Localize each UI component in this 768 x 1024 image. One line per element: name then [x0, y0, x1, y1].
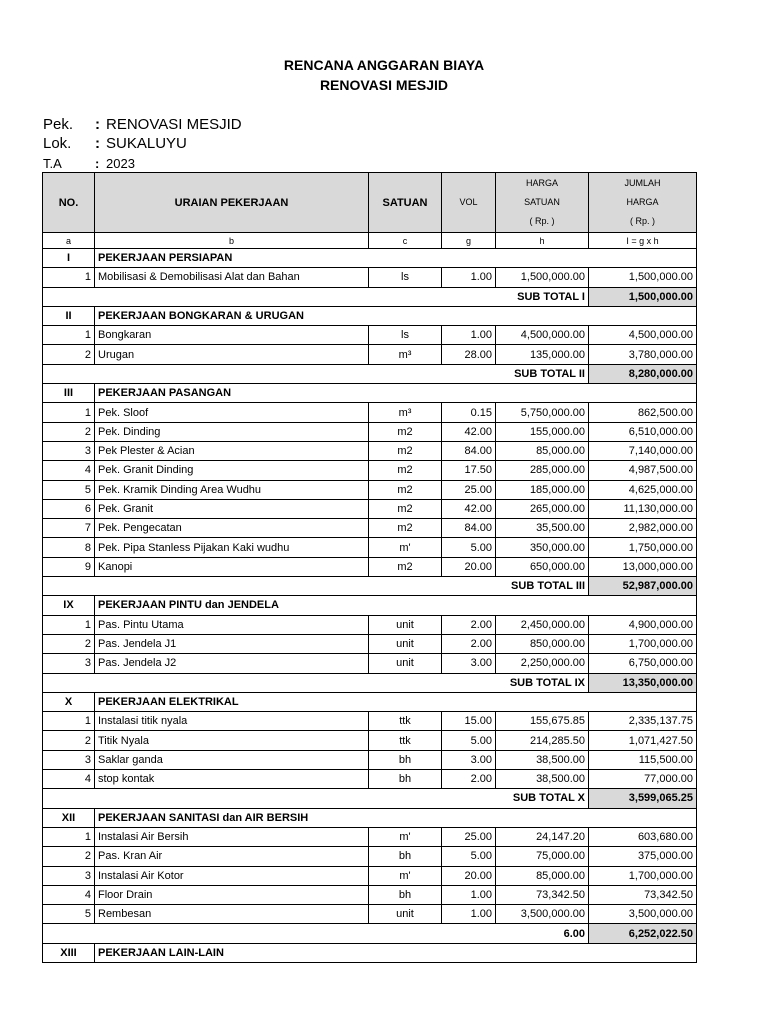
col-header-vol: VOL — [442, 173, 496, 233]
table-row — [43, 827, 697, 846]
item-vol: 0.15 — [442, 403, 496, 422]
subtotal-label: SUB TOTAL III — [43, 577, 589, 596]
item-vol: 5.00 — [442, 538, 496, 557]
item-vol: 25.00 — [442, 827, 496, 846]
section-row — [43, 808, 697, 827]
col-header-no: NO. — [43, 173, 95, 233]
item-price: 38,500.00 — [496, 750, 589, 769]
info-value: RENOVASI MESJID — [106, 116, 242, 133]
table-row — [43, 750, 697, 769]
item-desc: Saklar ganda — [95, 750, 369, 769]
item-vol: 20.00 — [442, 557, 496, 576]
item-vol: 42.00 — [442, 499, 496, 518]
item-price: 5,750,000.00 — [496, 403, 589, 422]
table-row — [43, 712, 697, 731]
item-price: 4,500,000.00 — [496, 326, 589, 345]
item-desc: Pek. Granit Dinding — [95, 461, 369, 480]
item-desc: Pas. Pintu Utama — [95, 615, 369, 634]
info-pekerjaan — [43, 115, 242, 134]
table-row — [43, 847, 697, 866]
item-vol: 1.00 — [442, 268, 496, 287]
item-vol: 3.00 — [442, 654, 496, 673]
item-price: 265,000.00 — [496, 499, 589, 518]
subtotal-value: 1,500,000.00 — [589, 287, 697, 306]
item-vol: 2.00 — [442, 615, 496, 634]
section-number: IX — [43, 596, 95, 615]
table-row — [43, 885, 697, 904]
item-unit: m2 — [369, 499, 442, 518]
table-row — [43, 461, 697, 480]
item-desc: Pek. Kramik Dinding Area Wudhu — [95, 480, 369, 499]
item-price: 24,147.20 — [496, 827, 589, 846]
table-row — [43, 654, 697, 673]
item-total: 375,000.00 — [589, 847, 697, 866]
item-total: 4,500,000.00 — [589, 326, 697, 345]
info-sep: : — [95, 116, 100, 133]
header-line: HARGA — [626, 197, 659, 207]
item-total: 73,342.50 — [589, 885, 697, 904]
table-header-row — [43, 173, 697, 233]
item-price: 75,000.00 — [496, 847, 589, 866]
table-row — [43, 557, 697, 576]
item-no: 3 — [43, 441, 95, 460]
col-header-jumlah-harga — [589, 173, 697, 233]
item-total: 77,000.00 — [589, 770, 697, 789]
table-row — [43, 905, 697, 924]
budget-table — [42, 172, 697, 963]
subtotal-row — [43, 577, 697, 596]
item-vol: 1.00 — [442, 885, 496, 904]
header-line: HARGA — [525, 178, 558, 188]
item-desc: Rembesan — [95, 905, 369, 924]
table-row — [43, 403, 697, 422]
header-line: JUMLAH — [624, 178, 661, 188]
item-no: 3 — [43, 654, 95, 673]
column-letter-row — [43, 233, 697, 249]
item-no: 2 — [43, 634, 95, 653]
subtotal-value: 13,350,000.00 — [589, 673, 697, 692]
info-sep: : — [95, 135, 100, 152]
item-price: 2,250,000.00 — [496, 654, 589, 673]
item-desc: Kanopi — [95, 557, 369, 576]
section-title: PEKERJAAN PASANGAN — [95, 384, 697, 403]
subtotal-label: SUB TOTAL X — [43, 789, 589, 808]
item-desc: Pas. Kran Air — [95, 847, 369, 866]
item-total: 2,335,137.75 — [589, 712, 697, 731]
section-title: PEKERJAAN PERSIAPAN — [95, 249, 697, 268]
item-no: 4 — [43, 885, 95, 904]
item-no: 2 — [43, 731, 95, 750]
item-unit: m2 — [369, 422, 442, 441]
item-total: 3,780,000.00 — [589, 345, 697, 364]
item-vol: 5.00 — [442, 847, 496, 866]
item-desc: Pek Plester & Acian — [95, 441, 369, 460]
item-vol: 1.00 — [442, 326, 496, 345]
item-total: 862,500.00 — [589, 403, 697, 422]
item-total: 13,000,000.00 — [589, 557, 697, 576]
item-price: 35,500.00 — [496, 519, 589, 538]
item-unit: m2 — [369, 557, 442, 576]
col-header-satuan: SATUAN — [369, 173, 442, 233]
item-no: 1 — [43, 326, 95, 345]
item-price: 155,000.00 — [496, 422, 589, 441]
item-unit: m³ — [369, 345, 442, 364]
item-total: 4,900,000.00 — [589, 615, 697, 634]
item-vol: 3.00 — [442, 750, 496, 769]
item-price: 2,450,000.00 — [496, 615, 589, 634]
item-no: 9 — [43, 557, 95, 576]
col-header-uraian: URAIAN PEKERJAAN — [95, 173, 369, 233]
item-unit: m2 — [369, 519, 442, 538]
info-key: Lok. — [43, 135, 72, 152]
item-no: 3 — [43, 750, 95, 769]
header-line: ( Rp. ) — [629, 216, 655, 226]
item-desc: Pek. Pengecatan — [95, 519, 369, 538]
item-desc: Mobilisasi & Demobilisasi Alat dan Bahan — [95, 268, 369, 287]
table-row — [43, 345, 697, 364]
item-desc: Pas. Jendela J2 — [95, 654, 369, 673]
item-unit: unit — [369, 905, 442, 924]
item-desc: Pek. Granit — [95, 499, 369, 518]
item-no: 3 — [43, 866, 95, 885]
item-total: 2,982,000.00 — [589, 519, 697, 538]
table-row — [43, 770, 697, 789]
subtotal-value: 8,280,000.00 — [589, 364, 697, 383]
info-sep: : — [95, 156, 100, 171]
table-row — [43, 422, 697, 441]
section-number: XII — [43, 808, 95, 827]
table-row — [43, 519, 697, 538]
item-unit: ttk — [369, 712, 442, 731]
item-no: 1 — [43, 712, 95, 731]
item-total: 4,987,500.00 — [589, 461, 697, 480]
item-no: 8 — [43, 538, 95, 557]
item-total: 1,500,000.00 — [589, 268, 697, 287]
item-total: 3,500,000.00 — [589, 905, 697, 924]
section-row — [43, 943, 697, 962]
item-price: 38,500.00 — [496, 770, 589, 789]
item-unit: bh — [369, 885, 442, 904]
section-row — [43, 306, 697, 325]
table-row — [43, 538, 697, 557]
item-total: 1,700,000.00 — [589, 634, 697, 653]
title-line-1: RENCANA ANGGARAN BIAYA — [283, 57, 485, 73]
item-unit: m' — [369, 538, 442, 557]
item-no: 6 — [43, 499, 95, 518]
item-total: 6,510,000.00 — [589, 422, 697, 441]
table-row — [43, 268, 697, 287]
header-line: SATUAN — [524, 197, 560, 207]
item-price: 350,000.00 — [496, 538, 589, 557]
col-letter: a — [43, 233, 95, 249]
item-unit: unit — [369, 615, 442, 634]
section-number: I — [43, 249, 95, 268]
item-vol: 84.00 — [442, 519, 496, 538]
info-lokasi — [43, 134, 187, 153]
section-number: II — [43, 306, 95, 325]
subtotal-row — [43, 673, 697, 692]
item-desc: Pek. Sloof — [95, 403, 369, 422]
item-no: 4 — [43, 770, 95, 789]
item-unit: ttk — [369, 731, 442, 750]
item-unit: m' — [369, 827, 442, 846]
section-row — [43, 249, 697, 268]
item-price: 285,000.00 — [496, 461, 589, 480]
info-value: 2023 — [106, 156, 135, 171]
section-row — [43, 384, 697, 403]
item-desc: Pek. Pipa Stanless Pijakan Kaki wudhu — [95, 538, 369, 557]
table-row — [43, 441, 697, 460]
subtotal-row — [43, 287, 697, 306]
info-key: T.A — [43, 156, 62, 171]
item-price: 135,000.00 — [496, 345, 589, 364]
item-no: 2 — [43, 345, 95, 364]
item-no: 2 — [43, 422, 95, 441]
item-price: 650,000.00 — [496, 557, 589, 576]
section-number: X — [43, 692, 95, 711]
item-vol: 17.50 — [442, 461, 496, 480]
col-letter: I = g x h — [589, 233, 697, 249]
section-title: PEKERJAAN BONGKARAN & URUGAN — [95, 306, 697, 325]
item-unit: unit — [369, 654, 442, 673]
table-row — [43, 615, 697, 634]
subtotal-row — [43, 789, 697, 808]
col-letter: g — [442, 233, 496, 249]
subtotal-row — [43, 364, 697, 383]
info-tahun-anggaran — [43, 154, 135, 173]
table-row — [43, 866, 697, 885]
item-no: 7 — [43, 519, 95, 538]
item-total: 1,071,427.50 — [589, 731, 697, 750]
item-unit: bh — [369, 750, 442, 769]
item-total: 1,700,000.00 — [589, 866, 697, 885]
item-desc: Titik Nyala — [95, 731, 369, 750]
item-vol: 2.00 — [442, 634, 496, 653]
item-unit: unit — [369, 634, 442, 653]
section-row — [43, 596, 697, 615]
item-desc: Bongkaran — [95, 326, 369, 345]
item-vol: 20.00 — [442, 866, 496, 885]
item-total: 115,500.00 — [589, 750, 697, 769]
table-row — [43, 326, 697, 345]
item-total: 11,130,000.00 — [589, 499, 697, 518]
item-desc: Instalasi titik nyala — [95, 712, 369, 731]
item-no: 1 — [43, 268, 95, 287]
subtotal-label: SUB TOTAL IX — [43, 673, 589, 692]
item-unit: ls — [369, 268, 442, 287]
subtotal-value: 6,252,022.50 — [589, 924, 697, 943]
item-price: 85,000.00 — [496, 441, 589, 460]
item-desc: stop kontak — [95, 770, 369, 789]
item-price: 850,000.00 — [496, 634, 589, 653]
item-price: 155,675.85 — [496, 712, 589, 731]
table-row — [43, 499, 697, 518]
item-total: 6,750,000.00 — [589, 654, 697, 673]
item-total: 4,625,000.00 — [589, 480, 697, 499]
table-row — [43, 731, 697, 750]
subtotal-row — [43, 924, 697, 943]
item-unit: bh — [369, 770, 442, 789]
col-header-harga-satuan — [496, 173, 589, 233]
section-title: PEKERJAAN SANITASI dan AIR BERSIH — [95, 808, 697, 827]
col-letter: h — [496, 233, 589, 249]
item-vol: 5.00 — [442, 731, 496, 750]
item-price: 1,500,000.00 — [496, 268, 589, 287]
item-price: 185,000.00 — [496, 480, 589, 499]
item-unit: m' — [369, 866, 442, 885]
subtotal-value: 3,599,065.25 — [589, 789, 697, 808]
item-no: 1 — [43, 403, 95, 422]
item-desc: Pas. Jendela J1 — [95, 634, 369, 653]
item-desc: Pek. Dinding — [95, 422, 369, 441]
item-total: 1,750,000.00 — [589, 538, 697, 557]
item-total: 603,680.00 — [589, 827, 697, 846]
item-no: 2 — [43, 847, 95, 866]
section-row — [43, 692, 697, 711]
subtotal-label: 6.00 — [43, 924, 589, 943]
subtotal-label: SUB TOTAL II — [43, 364, 589, 383]
item-no: 5 — [43, 905, 95, 924]
item-vol: 2.00 — [442, 770, 496, 789]
subtotal-value: 52,987,000.00 — [589, 577, 697, 596]
item-vol: 42.00 — [442, 422, 496, 441]
item-vol: 28.00 — [442, 345, 496, 364]
section-title: PEKERJAAN ELEKTRIKAL — [95, 692, 697, 711]
info-key: Pek. — [43, 116, 74, 133]
col-letter: b — [95, 233, 369, 249]
item-unit: m2 — [369, 480, 442, 499]
item-vol: 15.00 — [442, 712, 496, 731]
item-no: 1 — [43, 827, 95, 846]
item-unit: m³ — [369, 403, 442, 422]
item-desc: Urugan — [95, 345, 369, 364]
section-number: XIII — [43, 943, 95, 962]
item-desc: Instalasi Air Bersih — [95, 827, 369, 846]
header-line: ( Rp. ) — [529, 216, 555, 226]
item-unit: ls — [369, 326, 442, 345]
item-price: 214,285.50 — [496, 731, 589, 750]
section-title: PEKERJAAN PINTU dan JENDELA — [95, 596, 697, 615]
item-vol: 1.00 — [442, 905, 496, 924]
item-price: 3,500,000.00 — [496, 905, 589, 924]
table-row — [43, 480, 697, 499]
item-vol: 84.00 — [442, 441, 496, 460]
subtotal-label: SUB TOTAL I — [43, 287, 589, 306]
col-letter: c — [369, 233, 442, 249]
item-desc: Floor Drain — [95, 885, 369, 904]
info-value: SUKALUYU — [106, 135, 187, 152]
item-unit: m2 — [369, 441, 442, 460]
item-vol: 25.00 — [442, 480, 496, 499]
item-price: 85,000.00 — [496, 866, 589, 885]
item-no: 5 — [43, 480, 95, 499]
section-number: III — [43, 384, 95, 403]
section-title: PEKERJAAN LAIN-LAIN — [95, 943, 697, 962]
item-unit: m2 — [369, 461, 442, 480]
item-no: 1 — [43, 615, 95, 634]
title-line-2: RENOVASI MESJID — [319, 77, 449, 93]
table-row — [43, 634, 697, 653]
item-total: 7,140,000.00 — [589, 441, 697, 460]
item-no: 4 — [43, 461, 95, 480]
item-unit: bh — [369, 847, 442, 866]
item-desc: Instalasi Air Kotor — [95, 866, 369, 885]
item-price: 73,342.50 — [496, 885, 589, 904]
